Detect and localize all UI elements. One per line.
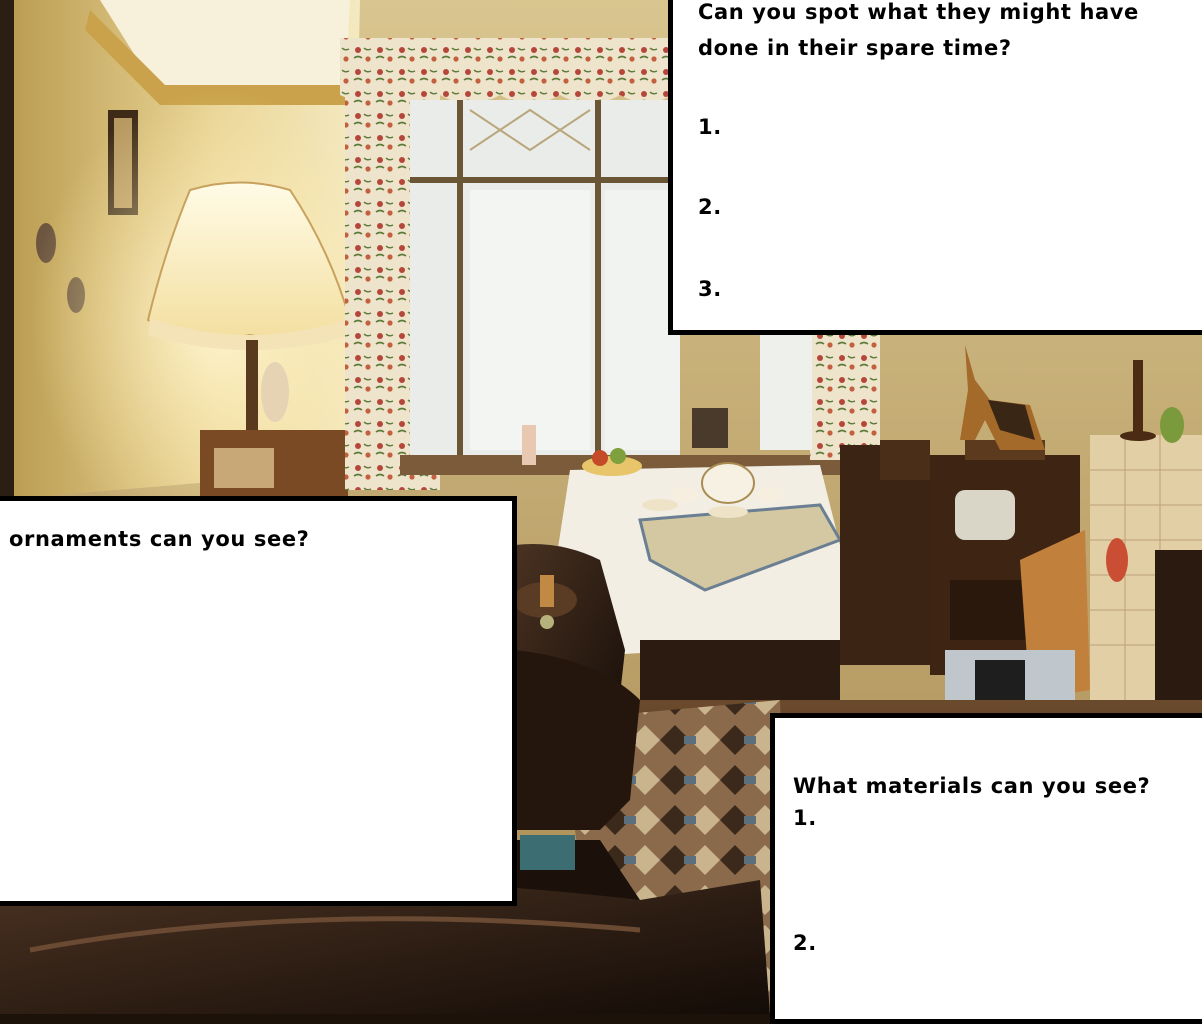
materials-question-card xyxy=(770,713,1202,1024)
ornaments-question-card xyxy=(0,496,517,906)
pastimes-question-line2: done in their spare time? xyxy=(698,36,1012,60)
materials-answer-1-label: 1. xyxy=(793,806,817,830)
materials-question: What materials can you see? xyxy=(793,774,1151,798)
pastimes-answer-1-label: 1. xyxy=(698,115,722,139)
pastimes-answer-3-label: 3. xyxy=(698,277,722,301)
materials-answer-2-label: 2. xyxy=(793,931,817,955)
ornaments-question: ornaments can you see? xyxy=(9,527,310,551)
pastimes-question-card xyxy=(668,0,1202,335)
pastimes-question-line1: Can you spot what they might have xyxy=(698,0,1139,24)
pastimes-answer-2-label: 2. xyxy=(698,195,722,219)
